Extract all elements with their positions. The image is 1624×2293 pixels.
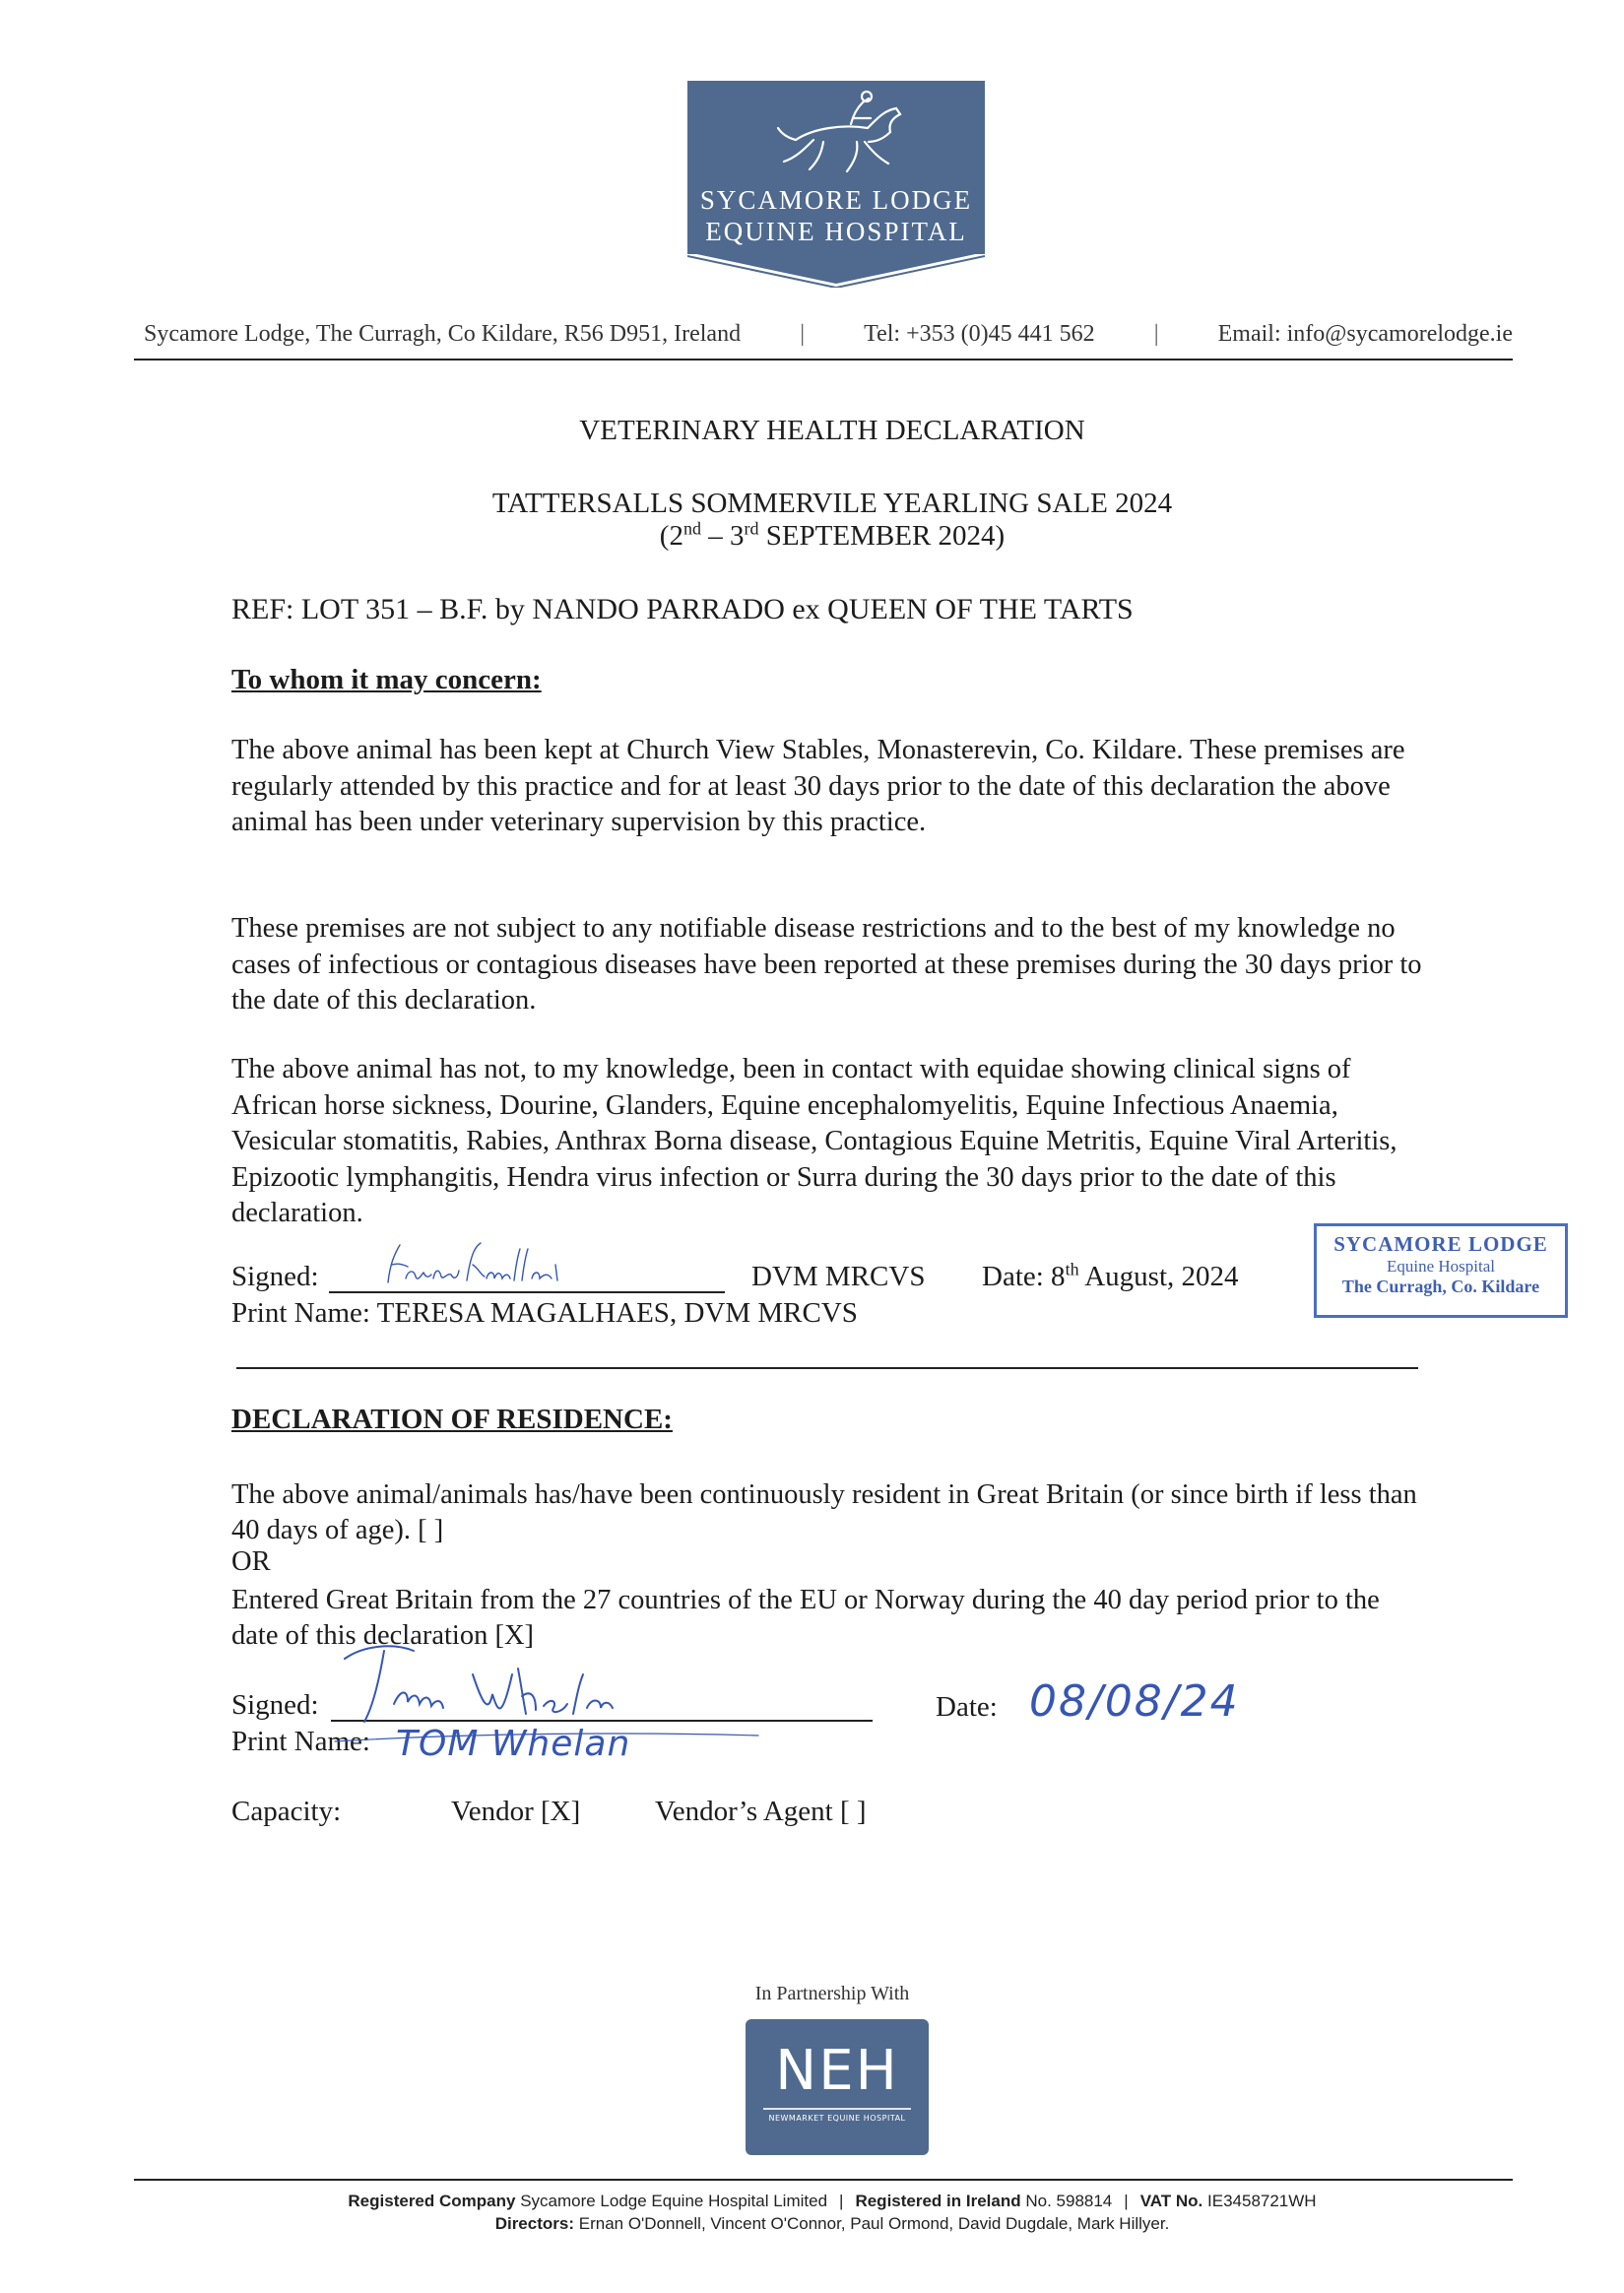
dates-open: (2 <box>659 520 683 552</box>
residence-heading: DECLARATION OF RESIDENCE: <box>231 1404 673 1435</box>
vendor-print-name-value: TOM Whelan <box>396 1724 631 1764</box>
footer-directors <box>0 2214 1624 2234</box>
separator: | <box>1124 2192 1129 2210</box>
vet-signature-line <box>329 1291 725 1293</box>
partnership-label: In Partnership With <box>754 1983 910 2004</box>
neh-logo-rule <box>763 2108 911 2110</box>
neh-logo-subtext: NEWMARKET EQUINE HOSPITAL <box>768 2114 906 2123</box>
vat-label: VAT No. <box>1139 2192 1203 2210</box>
lot-reference: REF: LOT 351 – B.F. by NANDO PARRADO ex QUEEN OF THE TARTS <box>231 593 1134 625</box>
capacity-vendor-agent: Vendor’s Agent [ ] <box>655 1796 867 1827</box>
vet-date-suffix: August, 2024 <box>1078 1261 1239 1292</box>
paragraph-premises: The above animal has been kept at Church View Stables, Monasterevin, Co. Kildare. These premises are regularly attended by this practice and for at least 30 days prior to the date of this declaration the above animal has been under veterinary supervision by this practice. <box>231 735 1405 837</box>
capacity-vendor: Vendor [X] <box>451 1796 581 1827</box>
racehorse-icon <box>774 89 912 177</box>
hospital-stamp <box>1314 1223 1568 1318</box>
sale-name: TATTERSALLS SOMMERVILE YEARLING SALE 2024 <box>491 488 1173 519</box>
contact-line <box>144 317 1513 351</box>
vet-signed-label: Signed: <box>231 1261 319 1292</box>
dates-sup-1: nd <box>682 518 701 539</box>
footer-registration <box>0 2192 1624 2211</box>
sycamore-lodge-logo <box>687 81 985 278</box>
footer-divider <box>134 2179 1513 2181</box>
vet-qualifications: DVM MRCVS <box>751 1261 926 1292</box>
vet-handwritten-signature <box>378 1235 575 1296</box>
paragraph-diseases: The above animal has not, to my knowledge, been in contact with equidae showing clinical signs of African horse sickness, Dourine, Glanders, Equine encephalomyelitis, Equine Infectious Anaemia, Vesicular stomatitis, Rabies, Anthrax Borna disease, Contagious Equine Metritis, Equine Viral Arteritis, Epizootic lymphangitis, Hendra virus infection or Surra during the 30 days prior to the date of this declaration. <box>231 1054 1397 1228</box>
reg-company: Sycamore Lodge Equine Hospital Limited <box>520 2192 828 2210</box>
vendor-date-label: Date: <box>936 1691 998 1723</box>
dates-sup-2: rd <box>744 518 759 539</box>
reg-company-label: Registered Company <box>348 2192 516 2210</box>
reg-ireland-label: Registered in Ireland <box>855 2192 1021 2210</box>
sale-dates <box>0 520 1624 553</box>
reg-ireland: No. 598814 <box>1025 2192 1113 2210</box>
vat-number: IE3458721WH <box>1207 2192 1317 2210</box>
directors-label: Directors: <box>494 2214 574 2233</box>
vendor-date-value: 08/08/24 <box>1029 1676 1240 1727</box>
neh-logo <box>746 2019 929 2155</box>
vet-date-sup: th <box>1065 1259 1079 1279</box>
stamp-line-3: The Curragh, Co. Kildare <box>1341 1277 1540 1296</box>
directors-list: Ernan O'Donnell, Vincent O'Connor, Paul Ormond, David Dugdale, Mark Hillyer. <box>578 2214 1170 2233</box>
separator: | <box>800 320 805 347</box>
residence-or: OR <box>231 1546 271 1577</box>
residence-option-2: Entered Great Britain from the 27 countries of the EU or Norway during the 40 day period prior to the date of this declaration [X] <box>231 1585 1380 1651</box>
vet-print-name: Print Name: TERESA MAGALHAES, DVM MRCVS <box>231 1297 858 1329</box>
paragraph-restrictions: These premises are not subject to any notifiable disease restrictions and to the best of my knowledge no cases of infectious or contagious diseases have been reported at these premises during the 30 days prior to the date of this declaration. <box>231 913 1422 1015</box>
capacity-label: Capacity: <box>231 1796 342 1827</box>
logo-line-1: SYCAMORE LODGE <box>699 185 973 215</box>
neh-logo-text: NEH <box>775 2039 899 2103</box>
separator: | <box>1153 320 1159 347</box>
vet-date-prefix: Date: 8 <box>982 1261 1066 1292</box>
vendor-signed-label: Signed: <box>231 1689 319 1721</box>
residence-option-1: The above animal/animals has/have been continuously resident in Great Britain (or since birth if less than 40 days of age). [ ] <box>231 1479 1417 1545</box>
logo-line-2: EQUINE HOSPITAL <box>705 217 967 246</box>
stamp-line-2: Equine Hospital <box>1386 1257 1495 1276</box>
header-divider <box>134 359 1513 360</box>
dates-mid: – 3 <box>700 520 745 552</box>
stamp-line-1: SYCAMORE LODGE <box>1333 1232 1548 1256</box>
section-divider <box>236 1367 1418 1369</box>
phone-text: Tel: +353 (0)45 441 562 <box>864 320 1095 347</box>
email-text: Email: info@sycamorelodge.ie <box>1217 320 1513 347</box>
address-text: Sycamore Lodge, The Curragh, Co Kildare, R56 D951, Ireland <box>144 320 742 347</box>
separator: | <box>839 2192 844 2210</box>
document-title: VETERINARY HEALTH DECLARATION <box>579 415 1085 446</box>
salutation: To whom it may concern: <box>231 664 542 695</box>
dates-close: SEPTEMBER 2024) <box>758 520 1006 552</box>
vendor-print-name-label: Print Name: <box>231 1726 370 1757</box>
vet-declaration-date <box>982 1261 1239 1293</box>
